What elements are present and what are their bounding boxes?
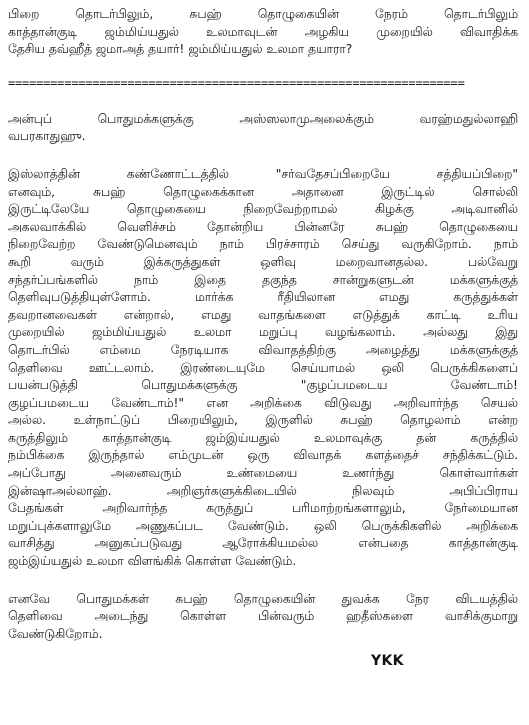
body-line: அல்ல. உள்நாட்டுப் பிறையிலும், இருளில் சுபஹ் தொழலாம் என்ற bbox=[8, 413, 518, 428]
ykk-watermark: YKK bbox=[371, 653, 404, 669]
intro-paragraph bbox=[8, 6, 518, 59]
body-line: இருட்டிலேயே தொழுகையை நிறைவேற்றாமல் கிழக்கு அடிவானில் bbox=[8, 202, 518, 217]
body-line: தெளிவை ஊட்டலாம். இரண்டையுமே செய்யாமல் ஒலி பெருக்கிகளைப் bbox=[8, 360, 518, 375]
body-line: தெளிவுபடுத்தியுள்ளோம். மார்க்க ரீதியிலான எமது கருத்துக்கள் bbox=[8, 290, 518, 305]
body-paragraph bbox=[8, 166, 518, 571]
body-line: குழப்பமடைய வேண்டாம்!" என அறிக்கை விடுவது அறிவார்ந்த செயல் bbox=[8, 395, 518, 410]
body-line: மறுப்புக்களாலுமே அணுகப்பட வேண்டும். ஒலி பெருக்கிகளில் அறிக்கை bbox=[8, 518, 518, 533]
body-line: தவறானவைகள் என்றால், எமது வாதங்களை எடுத்துக் காட்டி உரிய bbox=[8, 307, 518, 322]
intro-line: காத்தான்குடி ஜம்மிய்யதுல் உலமாவுடன் அழகிய முறையில் விவாதிக்க bbox=[8, 24, 518, 39]
body-line: ஜம்இய்யதுல் உலமா விளங்கிக் கொள்ள வேண்டும். bbox=[8, 554, 297, 569]
body-line: இன்ஷாஅல்லாஹ். அறிஞர்களுக்கிடையில் நிலவும் அபிப்பிராய bbox=[8, 483, 518, 498]
body-line: தொடர்பில் எம்மை நேரடியாக விவாதத்திற்கு அழைத்து மக்களுக்குத் bbox=[8, 342, 518, 357]
body-line: இஸ்லாத்தின் கண்ணோட்டத்தில் "சர்வதேசப்பிறையே சத்தியப்பிறை" bbox=[8, 166, 518, 181]
body-line: கருத்திலும் காத்தான்குடி ஜம்இய்யதுல் உலமாவுக்கு தன் கருத்தில் bbox=[8, 430, 518, 445]
body-line: பேதங்கள் அறிவார்ந்த கருத்துப் பரிமாற்றங்களாலும், நேர்மையான bbox=[8, 501, 518, 516]
closing-line: வேண்டுகிறோம். bbox=[8, 626, 103, 641]
intro-line: பிறை தொடர்பிலும், சுபஹ் தொழுகையின் நேரம் தொடர்பிலும் bbox=[8, 7, 518, 21]
body-line: எனவும், சுபஹ் தொழுகைக்கான அதானை இருட்டில் சொல்லி bbox=[8, 184, 518, 199]
body-line: நிறைவேற்ற வேண்டுமெனவும் நாம் பிரச்சாரம் செய்து வருகிறோம். நாம் bbox=[8, 237, 518, 252]
separator-line bbox=[8, 76, 518, 91]
separator-line: ========================================================== bbox=[8, 75, 416, 90]
greeting-line: அன்புப் பொதுமக்களுக்கு அஸ்ஸலாமுஅலைக்கும் வரஹ்மதுல்லாஹி bbox=[8, 111, 518, 126]
body-line: முறையில் ஜம்மிய்யதுல் உலமா மறுப்பு வழங்கலாம். அல்லது இது bbox=[8, 325, 518, 340]
body-line: அப்போது அனைவரும் உண்மையை உணர்ந்து கொள்வார்கள் bbox=[8, 466, 518, 481]
greeting-line: வபரகாதுஹு. bbox=[8, 129, 86, 144]
body-line: வாசித்து அனுகப்படுவது ஆரோக்கியமல்ல என்பதை காத்தான்குடி bbox=[8, 536, 518, 551]
body-line: சந்தர்ப்பங்களில் நாம் இதை தகுந்த சான்றுகளுடன் மக்களுக்குத் bbox=[8, 272, 518, 287]
intro-line: தேசிய தவ்ஹீத் ஜமாஅத் தயார்! ஜம்மிய்யதுல் உலமா தயாரா? bbox=[8, 42, 353, 57]
body-line: பயன்படுத்தி பொதுமக்களுக்கு "குழப்பமடைய வேண்டாம்! bbox=[8, 378, 518, 393]
body-line: கூறி வரும் இக்கருத்துகள் ஒளிவு மறைவானதல்ல. பல்வேறு bbox=[8, 254, 518, 269]
closing-line: தெளிவை அடைந்து கொள்ள பின்வரும் ஹதீஸ்களை வாசிக்குமாறு bbox=[8, 609, 518, 624]
separator-line: ======= bbox=[415, 75, 465, 90]
body-line: நம்பிக்கை இருந்தால் எம்முடன் ஒரு விவாதக் களத்தைச் சந்திக்கட்டும். bbox=[8, 448, 518, 463]
closing-paragraph bbox=[8, 591, 518, 644]
greeting-paragraph bbox=[8, 111, 518, 146]
document bbox=[8, 6, 518, 643]
body-line: அகலவாக்கில் வெளிச்சம் தோன்றிய பின்னரே சுபஹ் தொழுகையை bbox=[8, 219, 518, 234]
closing-line: எனவே பொதுமக்கள் சுபஹ் தொழுகையின் துவக்க நேர விடயத்தில் bbox=[8, 591, 518, 606]
